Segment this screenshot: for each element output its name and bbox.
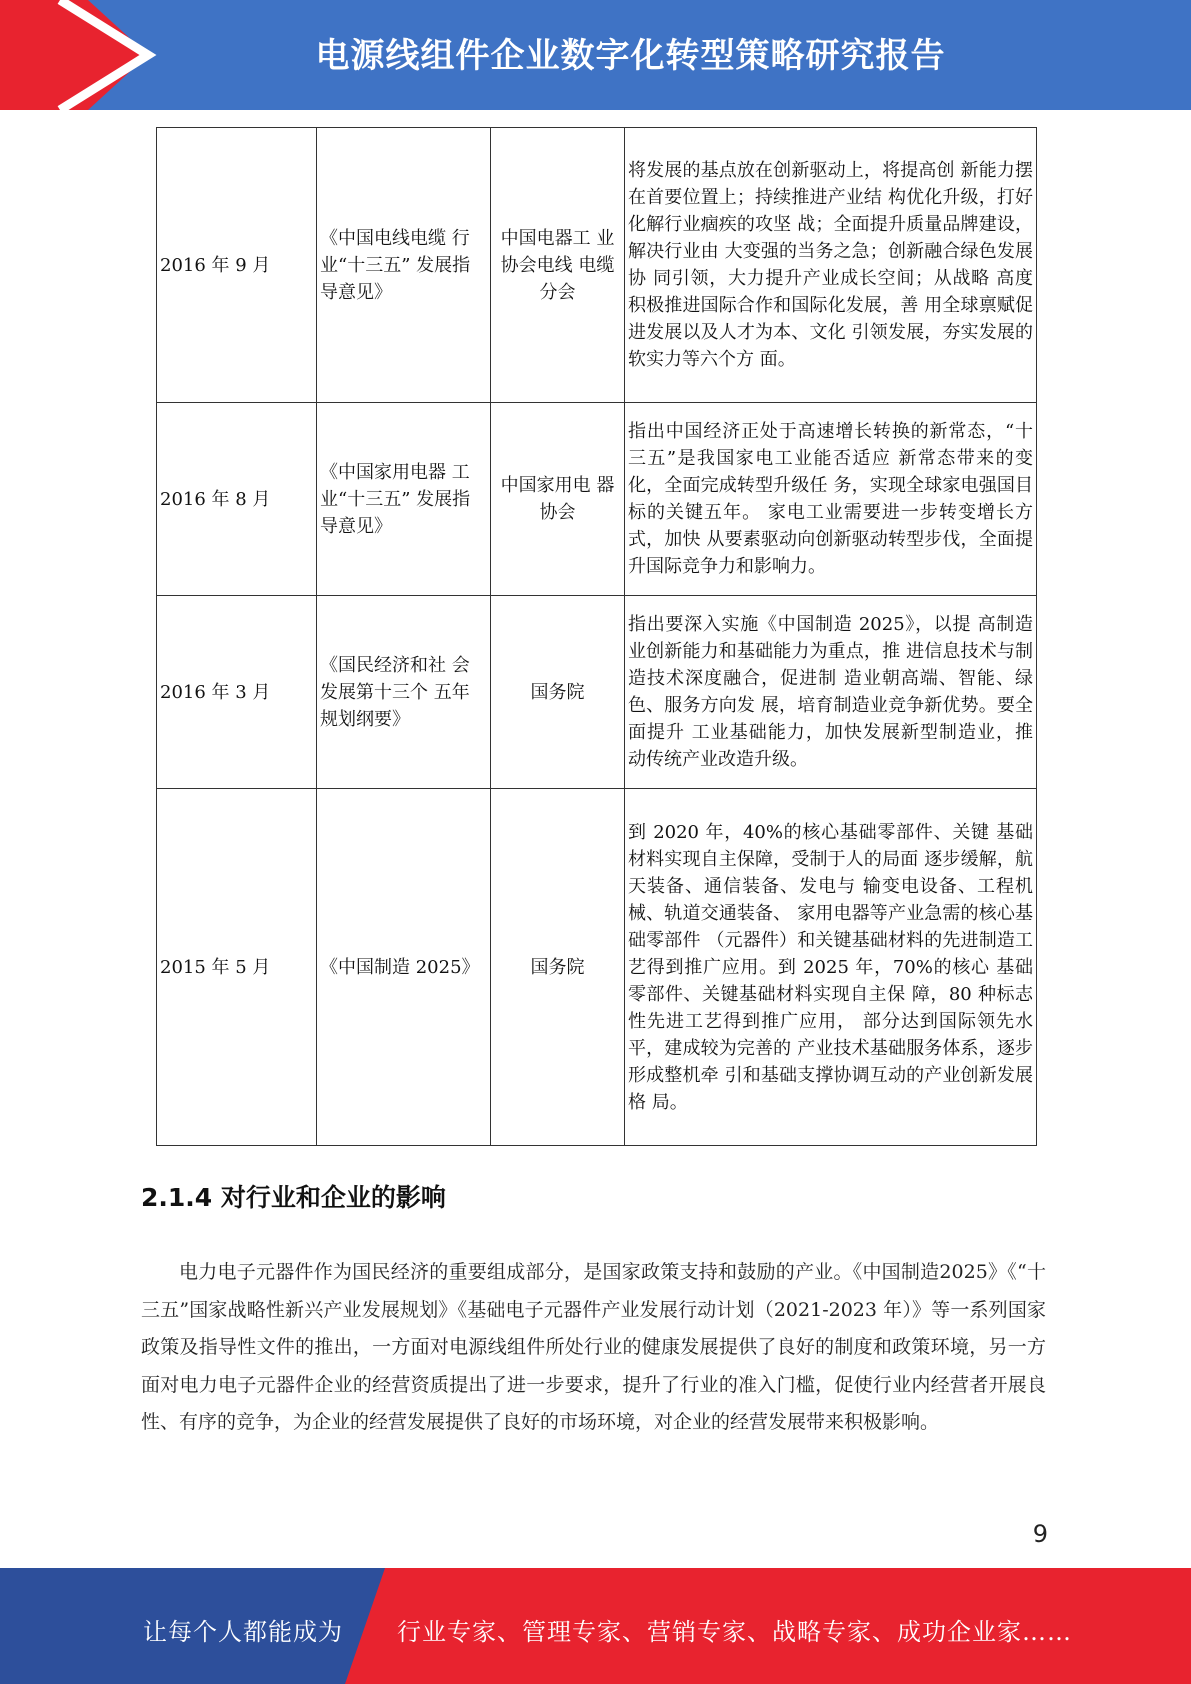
policy-issuer: 国务院	[491, 789, 625, 1146]
table-row	[157, 403, 1037, 596]
policy-date: 2016 年 9 月	[157, 128, 317, 403]
policy-content: 到 2020 年，40%的核心基础零部件、关键 基础材料实现自主保障，受制于人的局面 逐步缓解，航天装备、通信装备、发电与 输变电设备、工程机械、轨道交通装备、 家用电器等产业急需的核心基础零部件 （元器件）和关键基础材料的先进制造工 艺得到推广应用。到 2025 年，70%的核心 基础零部件、关键基础材料实现自主保 障，80 种标志性先进工艺得到推广应用， 部分达到国际领先水平，建成较为完善的 产业技术基础服务体系，逐步形成整机牵 引和基础支撑协调互动的产业创新发展格 局。	[625, 789, 1037, 1146]
policy-content: 指出要深入实施《中国制造 2025》，以提 高制造业创新能力和基础能力为重点，推 进信息技术与制造技术深度融合，促进制 造业朝高端、智能、绿色、服务方向发 展，培育制造业竞争新优势。要全面提升 工业基础能力，加快发展新型制造业，推 动传统产业改造升级。	[625, 596, 1037, 789]
policy-document: 《中国制造 2025》	[317, 789, 491, 1146]
policy-date: 2015 年 5 月	[157, 789, 317, 1146]
policy-content: 指出中国经济正处于高速增长转换的新常态，“十三五”是我国家电工业能否适应 新常态带来的变化，全面完成转型升级任 务，实现全球家电强国目标的关键五年。 家电工业需要进一步转变增长方式，加快 从要素驱动向创新驱动转型步伐，全面提 升国际竞争力和影响力。	[625, 403, 1037, 596]
policy-table	[156, 127, 1037, 1146]
policy-document: 《中国电线电缆 行业“十三五” 发展指导意见》	[317, 128, 491, 403]
table-row	[157, 596, 1037, 789]
footer-slogan-left: 让每个人都能成为	[143, 1618, 343, 1646]
page-header	[0, 0, 1191, 110]
policy-date: 2016 年 3 月	[157, 596, 317, 789]
policy-issuer: 中国家用电 器协会	[491, 403, 625, 596]
page-footer	[0, 1568, 1191, 1684]
section-heading: 2.1.4 对行业和企业的影响	[141, 1183, 446, 1212]
policy-document: 《中国家用电器 工业“十三五” 发展指导意见》	[317, 403, 491, 596]
body-paragraph: 电力电子元器件作为国民经济的重要组成部分，是国家政策支持和鼓励的产业。《中国制造2025》《“十三五”国家战略性新兴产业发展规划》《基础电子元器件产业发展行动计划（2021-2023 年）》等一系列国家政策及指导性文件的推出，一方面对电源线组件所处行业的健康发展提供了良好的制度和政策环境，另一方面对电力电子元器件企业的经营资质提出了进一步要求，提升了行业的准入门槛，促使行业内经营者开展良性、有序的竞争，为企业的经营发展提供了良好的市场环境，对企业的经营发展带来积极影响。	[141, 1261, 1046, 1433]
report-title: 电源线组件企业数字化转型策略研究报告	[315, 36, 946, 76]
table-row	[157, 789, 1037, 1146]
policy-date: 2016 年 8 月	[157, 403, 317, 596]
policy-issuer: 国务院	[491, 596, 625, 789]
page-number: 9	[1032, 1520, 1048, 1548]
policy-issuer: 中国电器工 业协会电线 电缆分会	[491, 128, 625, 403]
policy-document: 《国民经济和社 会发展第十三个 五年规划纲要》	[317, 596, 491, 789]
policy-content: 将发展的基点放在创新驱动上，将提高创 新能力摆在首要位置上；持续推进产业结 构优化升级，打好化解行业痼疾的攻坚 战；全面提升质量品牌建设，解决行业由 大变强的当务之急；创新融合绿色发展协 同引领，大力提升产业成长空间；从战略 高度积极推进国际合作和国际化发展，善 用全球禀赋促进发展以及人才为本、文化 引领发展，夯实发展的软实力等六个方 面。	[625, 128, 1037, 403]
footer-slogan-right: 行业专家、管理专家、营销专家、战略专家、成功企业家……	[397, 1618, 1072, 1646]
table-row	[157, 128, 1037, 403]
